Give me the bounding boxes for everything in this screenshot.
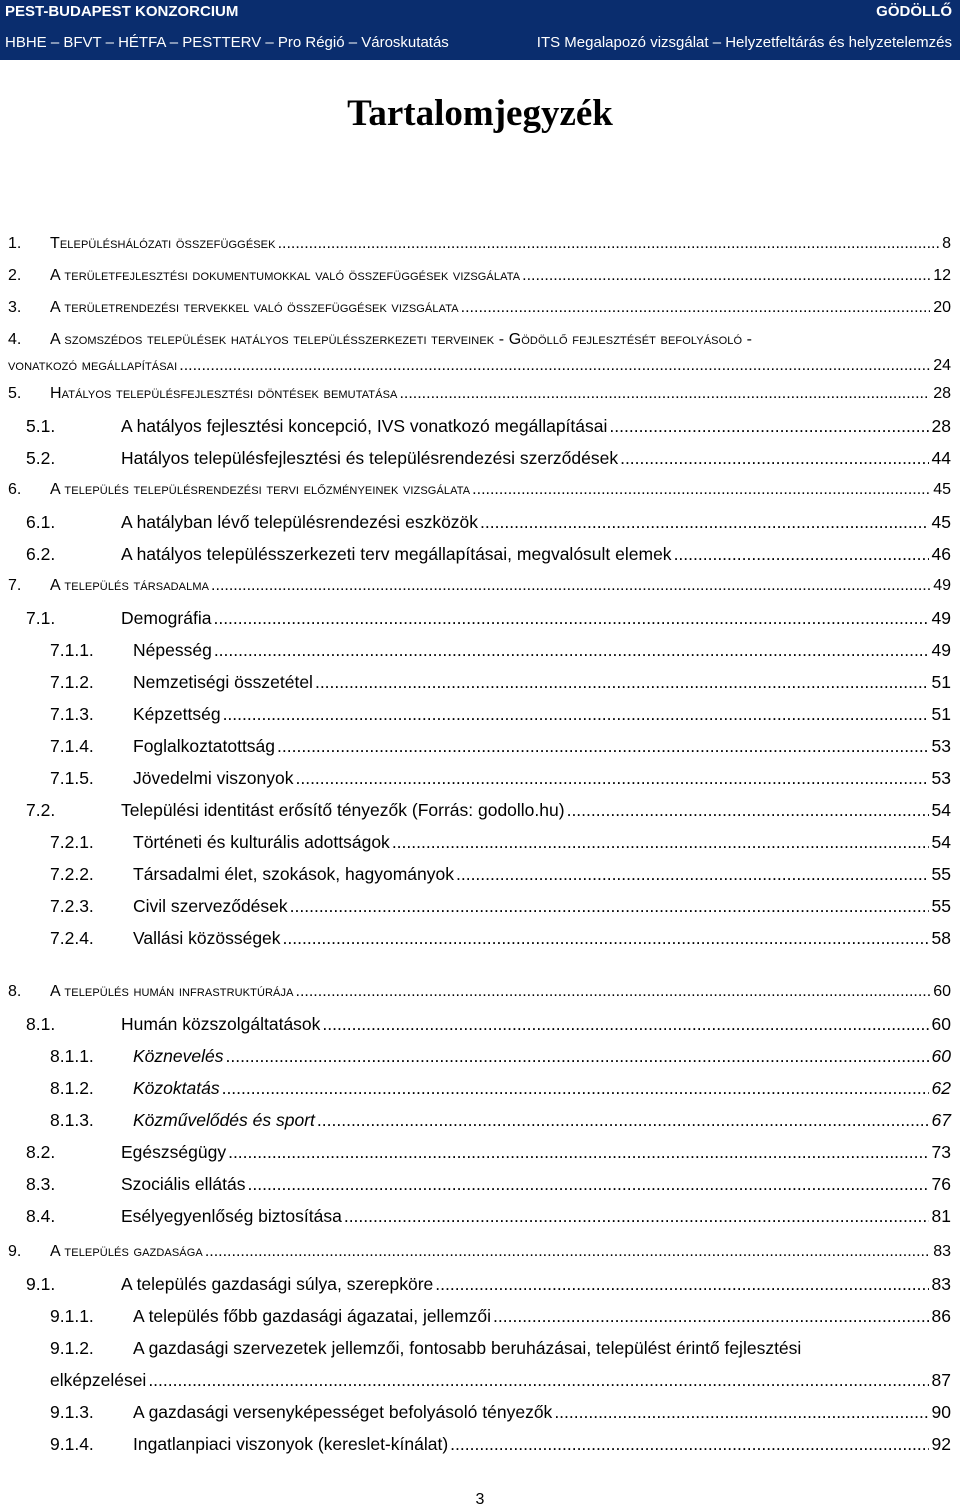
dot-leader — [205, 1238, 930, 1266]
toc-entry-page: 46 — [931, 544, 951, 564]
toc-entry-label: A település gazdasága — [50, 1243, 203, 1260]
toc-entry[interactable] — [0, 572, 960, 600]
dot-leader — [278, 230, 940, 258]
toc-entry-number: 7.2.4. — [50, 928, 94, 948]
toc-entry[interactable] — [0, 924, 960, 952]
toc-entry-number: 7.1.5. — [50, 768, 94, 788]
toc-entry[interactable] — [0, 1106, 960, 1134]
toc-entry[interactable] — [0, 636, 960, 664]
toc-entry[interactable] — [0, 1170, 960, 1198]
toc-entry[interactable] — [0, 230, 960, 258]
dot-leader — [322, 1010, 928, 1038]
toc-entry-label: A területrendezési tervekkel való összefüggések vizsgálata — [50, 299, 459, 316]
toc-entry-number: 7.1. — [26, 608, 56, 628]
document-type: ITS Megalapozó vizsgálat – Helyzetfeltárás és helyzetelemzés — [536, 34, 952, 51]
toc-entry[interactable] — [0, 1010, 960, 1038]
toc-entry[interactable] — [0, 1302, 960, 1330]
dot-leader — [222, 1074, 929, 1102]
dot-leader — [609, 412, 928, 440]
toc-entry-label: A település társadalma — [50, 577, 210, 594]
toc-entry-number: 9.1.1. — [50, 1306, 94, 1326]
toc-entry-label: vonatkozó megállapításai — [8, 357, 178, 374]
toc-entry-number: 2. — [8, 267, 22, 284]
toc-entry-page: 12 — [933, 267, 951, 284]
toc-entry-number: 7. — [8, 577, 22, 594]
toc-entry-page: 8 — [942, 235, 951, 252]
dot-leader — [392, 828, 929, 856]
toc-entry[interactable] — [0, 892, 960, 920]
toc-entry-page: 20 — [933, 299, 951, 316]
dot-leader — [277, 732, 929, 760]
toc-entry[interactable] — [0, 412, 960, 440]
toc-entry-page: 76 — [931, 1174, 951, 1194]
toc-entry-label: elképzelései — [50, 1370, 147, 1390]
toc-entry-number: 7.1.3. — [50, 704, 94, 724]
toc-entry-label: A hatályos településszerkezeti terv megállapításai, megvalósult elemek — [121, 544, 672, 564]
toc-entry-label: A település főbb gazdasági ágazatai, jellemzői — [133, 1306, 492, 1326]
toc-entry-label: A település gazdasági súlya, szerepköre — [121, 1274, 434, 1294]
toc-entry-page: 55 — [931, 864, 951, 884]
toc-entry-number: 6.1. — [26, 512, 56, 532]
dot-leader — [456, 860, 929, 888]
toc-entry-page: 54 — [931, 832, 951, 852]
toc-entry-page: 28 — [933, 385, 951, 402]
toc-entry-number: 5. — [8, 385, 22, 402]
dot-leader — [399, 380, 930, 408]
toc-entry[interactable] — [0, 1366, 960, 1394]
toc-entry-label: Közoktatás — [133, 1078, 220, 1098]
toc-entry-page: 58 — [931, 928, 951, 948]
toc-entry-label: A hatályos fejlesztési koncepció, IVS vonatkozó megállapításai — [121, 416, 608, 436]
dot-leader — [461, 294, 931, 322]
toc-entry-page: 83 — [933, 1243, 951, 1260]
dot-leader — [317, 1106, 929, 1134]
toc-entry-page: 92 — [931, 1434, 951, 1454]
toc-entry-label: Képzettség — [133, 704, 221, 724]
toc-entry-number: 9.1.2. — [50, 1338, 94, 1358]
toc-entry[interactable] — [0, 540, 960, 568]
toc-entry-label: A hatályban lévő településrendezési eszközök — [121, 512, 479, 532]
dot-leader — [567, 796, 929, 824]
toc-entry-label: A gazdasági versenyképességet befolyásoló tényezők — [133, 1402, 553, 1422]
toc-entry[interactable] — [0, 1270, 960, 1298]
toc-entry-label: Jövedelmi viszonyok — [133, 768, 294, 788]
page-title: Tartalomjegyzék — [347, 93, 613, 134]
toc-entry-label: Társadalmi élet, szokások, hagyományok — [133, 864, 454, 884]
dot-leader — [223, 700, 929, 728]
toc-entry[interactable] — [0, 978, 960, 1006]
toc-entry-number: 8.3. — [26, 1174, 56, 1194]
toc-entry-label: Ingatlanpiaci viszonyok (kereslet-kínálat) — [133, 1434, 449, 1454]
toc-entry[interactable] — [0, 1238, 960, 1266]
toc-entry-page: 62 — [931, 1078, 951, 1098]
toc-entry-number: 8.1. — [26, 1014, 56, 1034]
partners-line: HBHE – BFVT – HÉTFA – PESTTERV – Pro Régió – Városkutatás — [5, 34, 449, 51]
toc-entry-number: 8.1.3. — [50, 1110, 94, 1130]
toc-entry[interactable] — [0, 352, 960, 380]
toc-entry-number: 7.1.1. — [50, 640, 94, 660]
toc-entry-label-line1: A szomszédos települések hatályos településszerkezeti terveinek - Gödöllő fejlesztését befolyásoló - — [50, 331, 753, 348]
page-header — [0, 0, 960, 60]
toc-entry[interactable] — [0, 700, 960, 728]
dot-leader — [480, 508, 928, 536]
toc-entry[interactable] — [0, 508, 960, 536]
toc-entry-page: 28 — [931, 416, 951, 436]
dot-leader — [225, 1042, 928, 1070]
dot-leader — [295, 764, 928, 792]
toc-entry-label: Népesség — [133, 640, 212, 660]
toc-entry-label: Történeti és kulturális adottságok — [133, 832, 390, 852]
toc-entry[interactable] — [0, 796, 960, 824]
dot-leader — [620, 444, 928, 472]
toc-entry-label: Településhálózati összefüggések — [50, 235, 276, 252]
toc-entry[interactable] — [0, 828, 960, 856]
dot-leader — [435, 1270, 928, 1298]
dot-leader — [214, 636, 929, 664]
toc-entry-number: 1. — [8, 235, 22, 252]
toc-entry-label: Nemzetiségi összetétel — [133, 672, 313, 692]
toc-entry-page: 51 — [931, 704, 951, 724]
toc-entry-page: 87 — [931, 1370, 951, 1390]
dot-leader — [296, 978, 931, 1006]
toc-entry-label: Szociális ellátás — [121, 1174, 246, 1194]
dot-leader — [179, 352, 930, 380]
toc-entry-page: 44 — [931, 448, 951, 468]
toc-entry-number: 8.1.2. — [50, 1078, 94, 1098]
toc-entry-number: 5.1. — [26, 416, 56, 436]
toc-entry-page: 54 — [931, 800, 951, 820]
consortium-name: PEST-BUDAPEST KONZORCIUM — [5, 3, 239, 20]
toc-entry-number: 7.1.2. — [50, 672, 94, 692]
toc-entry-label: Hatályos településfejlesztési döntések bemutatása — [50, 385, 398, 402]
city-name: GÖDÖLLŐ — [876, 3, 952, 20]
dot-leader — [228, 1138, 928, 1166]
toc-entry-number: 7.2.2. — [50, 864, 94, 884]
toc-entry-label-line1: A gazdasági szervezetek jellemzői, fontosabb beruházásai, települést érintő fejlesztési — [133, 1338, 802, 1358]
toc-entry[interactable] — [0, 1202, 960, 1230]
toc-entry-number: 7.2.1. — [50, 832, 94, 852]
toc-entry-label: A település humán infrastruktúrája — [50, 983, 294, 1000]
toc-entry-page: 53 — [931, 736, 951, 756]
dot-leader — [248, 1170, 929, 1198]
toc-entry[interactable] — [0, 860, 960, 888]
toc-entry[interactable] — [0, 1138, 960, 1166]
toc-entry-number: 4. — [8, 331, 22, 348]
dot-leader — [213, 604, 928, 632]
toc-entry-page: 67 — [931, 1110, 951, 1130]
toc-entry-label: Foglalkoztatottság — [133, 736, 276, 756]
toc-entry-number: 3. — [8, 299, 22, 316]
toc-entry-label: Közművelődés és sport — [133, 1110, 315, 1130]
page-number: 3 — [475, 1491, 485, 1508]
toc-entry-number: 6.2. — [26, 544, 56, 564]
toc-entry-page: 49 — [931, 608, 951, 628]
toc-entry-number: 7.1.4. — [50, 736, 94, 756]
toc-entry[interactable] — [0, 668, 960, 696]
dot-leader — [211, 572, 930, 600]
toc-entry[interactable] — [0, 1042, 960, 1070]
dot-leader — [674, 540, 929, 568]
toc-entry-label: Köznevelés — [133, 1046, 224, 1066]
dot-leader — [472, 476, 930, 504]
toc-entry-page: 90 — [931, 1402, 951, 1422]
dot-leader — [450, 1430, 928, 1458]
toc-entry-page: 60 — [931, 1014, 951, 1034]
toc-entry-label: Egészségügy — [121, 1142, 227, 1162]
toc-entry-label: Demográfia — [121, 608, 212, 628]
dot-leader — [554, 1398, 928, 1426]
dot-leader — [148, 1366, 928, 1394]
toc-entry[interactable] — [0, 1398, 960, 1426]
toc-entry-page: 49 — [933, 577, 951, 594]
toc-entry-label: Hatályos településfejlesztési és településrendezési szerződések — [121, 448, 619, 468]
toc-entry-number: 8. — [8, 983, 22, 1000]
toc-entry-number: 9.1.4. — [50, 1434, 94, 1454]
toc-entry[interactable] — [0, 764, 960, 792]
dot-leader — [290, 892, 929, 920]
toc-entry[interactable] — [0, 476, 960, 504]
dot-leader — [522, 262, 930, 290]
toc-entry-page: 51 — [931, 672, 951, 692]
toc-entry-page: 45 — [933, 481, 951, 498]
toc-entry-number: 7.2.3. — [50, 896, 94, 916]
toc-entry-number: 7.2. — [26, 800, 56, 820]
toc-entry-label: Esélyegyenlőség biztosítása — [121, 1206, 342, 1226]
toc-entry-page: 24 — [933, 357, 951, 374]
toc-entry-label: Humán közszolgáltatások — [121, 1014, 321, 1034]
toc-entry-page: 45 — [931, 512, 951, 532]
toc-entry-page: 73 — [931, 1142, 951, 1162]
toc-entry-label: Vallási közösségek — [133, 928, 281, 948]
toc-entry[interactable] — [0, 1430, 960, 1458]
toc-entry-number: 9.1. — [26, 1274, 56, 1294]
toc-entry-number: 8.1.1. — [50, 1046, 94, 1066]
toc-entry-page: 83 — [931, 1274, 951, 1294]
toc-entry-number: 8.4. — [26, 1206, 56, 1226]
toc-entry-label: A település településrendezési tervi előzményeinek vizsgálata — [50, 481, 471, 498]
toc-entry[interactable] — [0, 294, 960, 322]
toc-entry-number: 8.2. — [26, 1142, 56, 1162]
toc-entry[interactable] — [0, 380, 960, 408]
toc-entry-number: 6. — [8, 481, 22, 498]
toc-entry[interactable] — [0, 732, 960, 760]
toc-entry-page: 49 — [931, 640, 951, 660]
toc-entry-label: Civil szerveződések — [133, 896, 288, 916]
toc-entry-number: 5.2. — [26, 448, 56, 468]
toc-entry-page: 55 — [931, 896, 951, 916]
toc-entry[interactable] — [0, 444, 960, 472]
toc-entry[interactable] — [0, 262, 960, 290]
toc-entry-number: 9. — [8, 1243, 22, 1260]
toc-entry-page: 60 — [931, 1046, 951, 1066]
toc-entry-page: 81 — [931, 1206, 951, 1226]
toc-entry-number: 9.1.3. — [50, 1402, 94, 1422]
dot-leader — [493, 1302, 929, 1330]
toc-entry-label: A területfejlesztési dokumentumokkal való összefüggések vizsgálata — [50, 267, 521, 284]
dot-leader — [283, 924, 929, 952]
toc-entry-label: Települési identitást erősítő tényezők (Forrás: godollo.hu) — [121, 800, 565, 820]
toc-entry[interactable] — [0, 604, 960, 632]
toc-entry-page: 60 — [933, 983, 951, 1000]
dot-leader — [315, 668, 929, 696]
toc-entry-page: 53 — [931, 768, 951, 788]
toc-entry[interactable] — [0, 1074, 960, 1102]
dot-leader — [344, 1202, 929, 1230]
toc-entry-page: 86 — [931, 1306, 951, 1326]
